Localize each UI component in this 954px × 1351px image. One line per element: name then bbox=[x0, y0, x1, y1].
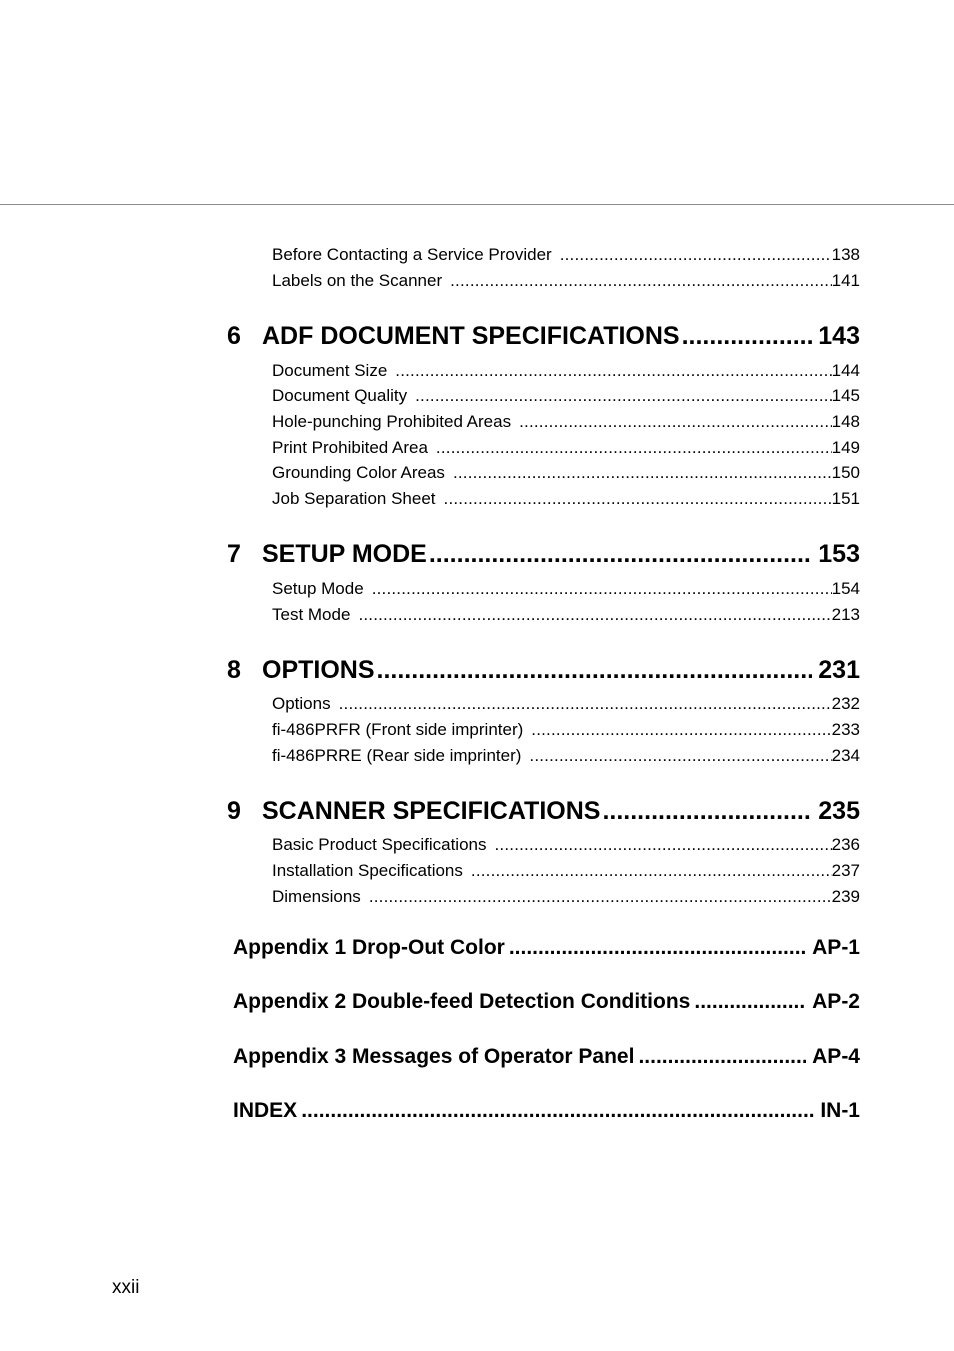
toc-entry-page: 234 bbox=[831, 746, 860, 765]
chapter-title: SETUP MODE bbox=[262, 540, 427, 568]
appendix-entry[interactable] bbox=[233, 988, 860, 1016]
appendix-entry[interactable] bbox=[233, 934, 860, 962]
toc-entry[interactable] bbox=[272, 578, 860, 600]
dot-leader bbox=[369, 886, 832, 908]
dot-leader bbox=[450, 270, 832, 292]
toc-entry-page: 141 bbox=[831, 271, 860, 290]
toc-entry[interactable] bbox=[272, 244, 860, 266]
chapter-number: 6 bbox=[227, 322, 241, 350]
dot-leader bbox=[372, 578, 832, 600]
toc-entry-page: 138 bbox=[831, 245, 860, 264]
toc-entry[interactable] bbox=[272, 745, 860, 767]
chapter-title: OPTIONS bbox=[262, 656, 375, 684]
appendix-page: AP-1 bbox=[812, 936, 860, 959]
index-entry[interactable] bbox=[233, 1097, 860, 1125]
toc-entry-title: Basic Product Specifications bbox=[272, 835, 487, 854]
dot-leader bbox=[560, 244, 832, 266]
chapter-heading[interactable] bbox=[227, 654, 860, 686]
toc-entry[interactable] bbox=[272, 693, 860, 715]
toc-entry-title: Options bbox=[272, 694, 331, 713]
appendix-page: AP-4 bbox=[812, 1045, 860, 1068]
toc-entry[interactable] bbox=[272, 488, 860, 510]
dot-leader bbox=[529, 745, 831, 767]
toc-entry-page: 232 bbox=[831, 694, 860, 713]
chapter-title: SCANNER SPECIFICATIONS bbox=[262, 797, 601, 825]
toc-entry-page: 148 bbox=[831, 412, 860, 431]
toc-entry[interactable] bbox=[272, 385, 860, 407]
toc-entry-title: Labels on the Scanner bbox=[272, 271, 443, 290]
dot-leader bbox=[339, 693, 832, 715]
dot-leader bbox=[638, 1043, 806, 1071]
toc-entry[interactable] bbox=[272, 719, 860, 741]
toc-entry-page: 213 bbox=[831, 605, 860, 624]
chapter-page: 143 bbox=[818, 322, 860, 350]
toc-entry-page: 144 bbox=[831, 361, 860, 380]
toc-entry-page: 145 bbox=[831, 386, 860, 405]
dot-leader bbox=[531, 719, 831, 741]
toc-entry-page: 237 bbox=[831, 861, 860, 880]
dot-leader bbox=[682, 320, 813, 352]
chapter-number: 9 bbox=[227, 797, 241, 825]
toc-entry[interactable] bbox=[272, 604, 860, 626]
toc-entry[interactable] bbox=[272, 860, 860, 882]
toc-entry-title: Setup Mode bbox=[272, 579, 364, 598]
toc-entry-page: 150 bbox=[831, 463, 860, 482]
dot-leader bbox=[436, 437, 832, 459]
index-title: INDEX bbox=[233, 1099, 298, 1122]
toc-entry[interactable] bbox=[272, 834, 860, 856]
dot-leader bbox=[415, 385, 832, 407]
toc-entry-title: Grounding Color Areas bbox=[272, 463, 445, 482]
toc-entry-page: 151 bbox=[831, 489, 860, 508]
toc-entry-title: fi-486PRFR (Front side imprinter) bbox=[272, 720, 524, 739]
chapter-page: 153 bbox=[818, 540, 860, 568]
chapter-page: 231 bbox=[818, 656, 860, 684]
dot-leader bbox=[519, 411, 832, 433]
chapter-page: 235 bbox=[818, 797, 860, 825]
toc-entry[interactable] bbox=[272, 411, 860, 433]
toc-entry-title: Test Mode bbox=[272, 605, 351, 624]
toc-entry-title: Document Size bbox=[272, 361, 388, 380]
appendix-title: Appendix 3 Messages of Operator Panel bbox=[233, 1045, 635, 1068]
toc-entry-title: Document Quality bbox=[272, 386, 408, 405]
toc-entry-title: Dimensions bbox=[272, 887, 361, 906]
toc-entry-title: Installation Specifications bbox=[272, 861, 463, 880]
appendix-title: Appendix 1 Drop-Out Color bbox=[233, 936, 505, 959]
dot-leader bbox=[377, 654, 813, 686]
chapter-title: ADF DOCUMENT SPECIFICATIONS bbox=[262, 322, 680, 350]
dot-leader bbox=[495, 834, 832, 856]
toc-entry-title: fi-486PRRE (Rear side imprinter) bbox=[272, 746, 522, 765]
dot-leader bbox=[358, 604, 831, 626]
chapter-number: 8 bbox=[227, 656, 241, 684]
toc-entry-page: 154 bbox=[831, 579, 860, 598]
dot-leader bbox=[429, 538, 812, 570]
chapter-heading[interactable] bbox=[227, 538, 860, 570]
chapter-heading[interactable] bbox=[227, 320, 860, 352]
toc-entry[interactable] bbox=[272, 462, 860, 484]
dot-leader bbox=[453, 462, 832, 484]
page-number: xxii bbox=[112, 1277, 140, 1298]
chapter-heading[interactable] bbox=[227, 795, 860, 827]
dot-leader bbox=[444, 488, 832, 510]
toc-entry-page: 236 bbox=[831, 835, 860, 854]
toc-entry-title: Job Separation Sheet bbox=[272, 489, 436, 508]
appendix-entry[interactable] bbox=[233, 1043, 860, 1071]
dot-leader bbox=[602, 795, 812, 827]
dot-leader bbox=[694, 988, 806, 1016]
toc-entry-page: 239 bbox=[831, 887, 860, 906]
dot-leader bbox=[509, 934, 806, 962]
toc-entry-title: Before Contacting a Service Provider bbox=[272, 245, 552, 264]
toc-entry[interactable] bbox=[272, 360, 860, 382]
chapter-number: 7 bbox=[227, 540, 241, 568]
toc-entry[interactable] bbox=[272, 886, 860, 908]
toc-entry[interactable] bbox=[272, 437, 860, 459]
dot-leader bbox=[395, 360, 831, 382]
toc-entry[interactable] bbox=[272, 270, 860, 292]
toc-entry-title: Hole-punching Prohibited Areas bbox=[272, 412, 512, 431]
toc-entry-page: 233 bbox=[831, 720, 860, 739]
appendix-page: AP-2 bbox=[812, 990, 860, 1013]
toc-entry-title: Print Prohibited Area bbox=[272, 438, 428, 457]
appendix-title: Appendix 2 Double-feed Detection Conditions bbox=[233, 990, 691, 1013]
dot-leader bbox=[471, 860, 832, 882]
toc-entry-page: 149 bbox=[831, 438, 860, 457]
dot-leader bbox=[301, 1097, 814, 1125]
index-page: IN-1 bbox=[820, 1099, 860, 1122]
